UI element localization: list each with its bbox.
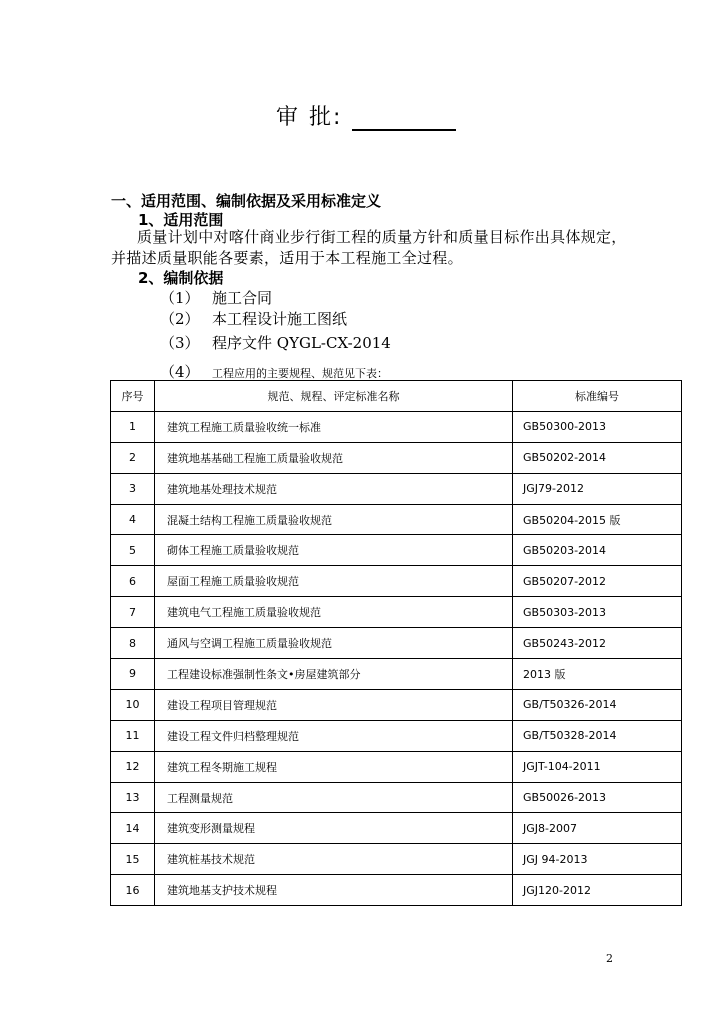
approval-label: 审 批:	[276, 105, 343, 130]
cell-code: JGJ 94-2013	[513, 844, 682, 875]
section-title: 一、适用范围、编制依据及采用标准定义	[111, 192, 382, 210]
cell-name: 建筑地基基础工程施工质量验收规范	[155, 442, 513, 473]
cell-code: GB50204-2015 版	[513, 504, 682, 535]
cell-name: 建筑电气工程施工质量验收规范	[155, 597, 513, 628]
cell-name: 建筑工程施工质量验收统一标准	[155, 411, 513, 442]
cell-no: 3	[111, 473, 155, 504]
page-number: 2	[606, 952, 613, 965]
table-row	[111, 566, 682, 597]
cell-name: 建筑变形测量规程	[155, 813, 513, 844]
table-row	[111, 689, 682, 720]
cell-no: 5	[111, 535, 155, 566]
table-row	[111, 411, 682, 442]
table-row	[111, 813, 682, 844]
basis-item-text: 施工合同	[212, 289, 273, 307]
signature-blank	[352, 109, 456, 131]
cell-name: 工程建设标准强制性条文•房屋建筑部分	[155, 659, 513, 690]
table-row	[111, 782, 682, 813]
cell-no: 9	[111, 659, 155, 690]
cell-code: GB50303-2013	[513, 597, 682, 628]
cell-code: GB50202-2014	[513, 442, 682, 473]
cell-no: 2	[111, 442, 155, 473]
table-row	[111, 628, 682, 659]
cell-name: 通风与空调工程施工质量验收规范	[155, 628, 513, 659]
cell-code: JGJ79-2012	[513, 473, 682, 504]
cell-no: 1	[111, 411, 155, 442]
table-row	[111, 504, 682, 535]
table-row	[111, 875, 682, 906]
cell-code: GB50243-2012	[513, 628, 682, 659]
scope-paragraph: 质量计划中对喀什商业步行街工程的质量方针和质量目标作出具体规定，并描述质量职能各要素，适用于本工程施工全过程。	[111, 228, 627, 267]
cell-no: 11	[111, 720, 155, 751]
cell-no: 13	[111, 782, 155, 813]
cell-name: 建设工程文件归档整理规范	[155, 720, 513, 751]
header-code: 标准编号	[513, 381, 682, 412]
cell-name: 建筑工程冬期施工规程	[155, 751, 513, 782]
basis-item-text: 程序文件 QYGL-CX-2014	[212, 334, 391, 352]
basis-item	[160, 361, 388, 382]
cell-code: 2013 版	[513, 659, 682, 690]
basis-item	[160, 308, 347, 329]
cell-name: 工程测量规范	[155, 782, 513, 813]
subsection-scope-title: 1、适用范围	[138, 211, 224, 229]
cell-code: GB/T50326-2014	[513, 689, 682, 720]
cell-no: 8	[111, 628, 155, 659]
cell-name: 屋面工程施工质量验收规范	[155, 566, 513, 597]
basis-item	[160, 332, 391, 353]
cell-code: GB50300-2013	[513, 411, 682, 442]
cell-code: JGJT-104-2011	[513, 751, 682, 782]
cell-code: GB50203-2014	[513, 535, 682, 566]
cell-code: GB50026-2013	[513, 782, 682, 813]
table-row	[111, 659, 682, 690]
basis-item-number: （2）	[160, 310, 200, 328]
cell-name: 砌体工程施工质量验收规范	[155, 535, 513, 566]
cell-code: GB/T50328-2014	[513, 720, 682, 751]
basis-item-text: 工程应用的主要规程、规范见下表：	[212, 367, 388, 380]
basis-item-text: 本工程设计施工图纸	[212, 310, 348, 328]
subsection-basis-title: 2、编制依据	[138, 269, 224, 287]
basis-item-number: （3）	[160, 334, 200, 352]
basis-item-number: （1）	[160, 289, 200, 307]
table-body	[111, 411, 682, 905]
basis-item-number: （4）	[160, 363, 200, 381]
cell-name: 建筑桩基技术规范	[155, 844, 513, 875]
cell-no: 6	[111, 566, 155, 597]
cell-code: GB50207-2012	[513, 566, 682, 597]
table-row	[111, 597, 682, 628]
cell-no: 16	[111, 875, 155, 906]
table-row	[111, 473, 682, 504]
cell-name: 建设工程项目管理规范	[155, 689, 513, 720]
table-row	[111, 442, 682, 473]
table-row	[111, 751, 682, 782]
cell-code: JGJ8-2007	[513, 813, 682, 844]
header-no: 序号	[111, 381, 155, 412]
cell-no: 12	[111, 751, 155, 782]
table-row	[111, 535, 682, 566]
table-row	[111, 720, 682, 751]
cell-no: 15	[111, 844, 155, 875]
standards-table	[110, 380, 682, 906]
cell-name: 混凝土结构工程施工质量验收规范	[155, 504, 513, 535]
cell-no: 4	[111, 504, 155, 535]
cell-code: JGJ120-2012	[513, 875, 682, 906]
cell-no: 14	[111, 813, 155, 844]
table-row	[111, 844, 682, 875]
cell-no: 10	[111, 689, 155, 720]
basis-item	[160, 287, 272, 308]
cell-name: 建筑地基支护技术规程	[155, 875, 513, 906]
approval-line	[276, 100, 456, 131]
cell-no: 7	[111, 597, 155, 628]
cell-name: 建筑地基处理技术规范	[155, 473, 513, 504]
header-name: 规范、规程、评定标准名称	[155, 381, 513, 412]
table-header-row	[111, 381, 682, 412]
